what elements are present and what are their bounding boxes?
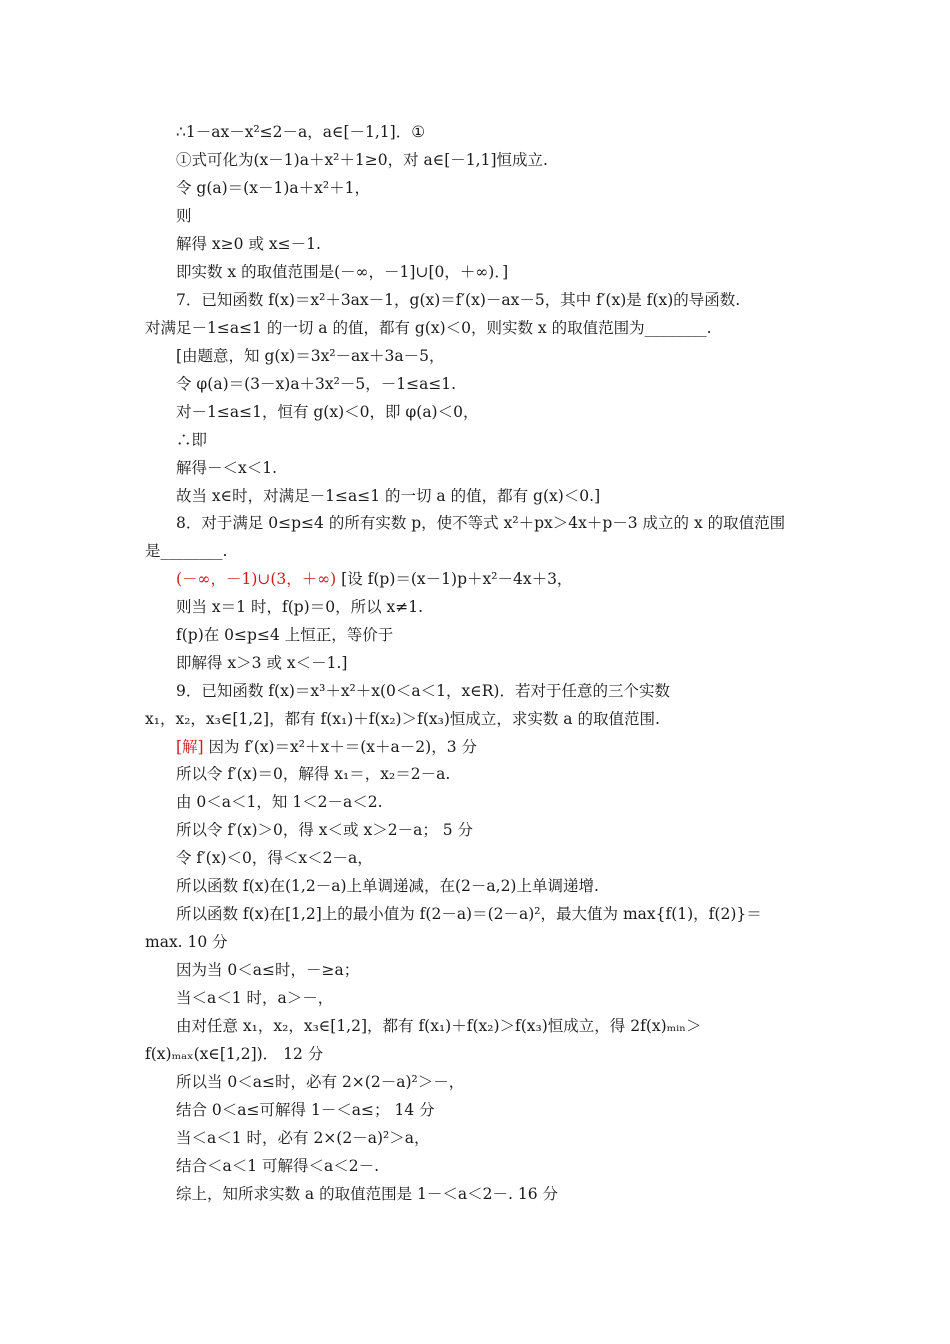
text-line: 解得－＜x＜1. [176,459,278,477]
answer-text: [设 f(p)＝(x－1)p＋x²－4x＋3， [336,570,573,588]
text-line: 即解得 x＞3 或 x＜－1.] [176,654,348,672]
question-7-stem: 7．已知函数 f(x)＝x²＋3ax－1，g(x)＝f′(x)－ax－5，其中 f′(x)是 f(x)的导函数. [176,291,741,309]
text-line: 由对任意 x₁，x₂，x₃∈[1,2]，都有 f(x₁)＋f(x₂)＞f(x₃)恒成立，得 2f(x)ₘᵢₙ＞ [176,1017,702,1035]
text-line: 由 0＜a＜1，知 1＜2－a＜2. [176,793,383,811]
text-line: 综上，知所求实数 a 的取值范围是 1－＜a＜2－. 16 分 [176,1185,558,1203]
text-line: 当＜a＜1 时，必有 2×(2－a)²＞a， [176,1129,430,1147]
text-line: 对－1≤a≤1，恒有 g(x)＜0，即 φ(a)＜0， [176,403,479,421]
text-line: max. 10 分 [145,933,228,951]
solution-line [176,736,477,758]
solution-text: 因为 f′(x)＝x²＋x＋＝(x＋a－2)，3 分 [203,738,477,756]
question-7-stem-cont: 对满足－1≤a≤1 的一切 a 的值，都有 g(x)＜0，则实数 x 的取值范围为________. [145,319,712,337]
text-line: ①式可化为(x－1)a＋x²＋1≥0，对 a∈[－1,1]恒成立. [176,151,548,169]
text-line: ∴即 [176,431,208,449]
question-9-stem-cont: x₁，x₂，x₃∈[1,2]，都有 f(x₁)＋f(x₂)＞f(x₃)恒成立，求实数 a 的取值范围. [145,710,660,728]
text-line: 解得 x≥0 或 x≤－1. [176,235,321,253]
text-line: ∴1－ax－x²≤2－a，a∈[－1,1]．① [176,123,426,141]
text-line: 令 g(a)＝(x－1)a＋x²＋1， [176,179,370,197]
text-line: f(x)ₘₐₓ(x∈[1,2])． 12 分 [145,1045,324,1063]
text-line: [由题意，知 g(x)＝3x²－ax＋3a－5， [176,347,445,365]
text-line: 当＜a＜1 时，a＞－， [176,989,334,1007]
text-line: 所以函数 f(x)在[1,2]上的最小值为 f(2－a)＝(2－a)²，最大值为 max{f(1)，f(2)}＝ [176,905,762,923]
text-line: 所以当 0＜a≤时，必有 2×(2－a)²＞－， [176,1073,465,1091]
text-line: f(p)在 0≤p≤4 上恒正，等价于 [176,626,394,644]
text-line: 结合 0＜a≤可解得 1－＜a≤； 14 分 [176,1101,435,1119]
solution-label: [解] [176,738,204,756]
answer-highlight: (－∞，－1)∪(3，＋∞) [176,570,337,588]
text-line: 则 [176,207,192,225]
text-line: 令 f′(x)＜0，得＜x＜2－a， [176,849,373,867]
text-line: 故当 x∈时，对满足－1≤a≤1 的一切 a 的值，都有 g(x)＜0.] [176,487,601,505]
text-line: 所以令 f′(x)＝0，解得 x₁＝，x₂＝2－a. [176,765,451,783]
text-line: 因为当 0＜a≤时，－≥a； [176,961,360,979]
text-line: 则当 x＝1 时，f(p)＝0，所以 x≠1. [176,598,424,616]
text-line: 即实数 x 的取值范围是(－∞，－1]∪[0，＋∞)．] [176,263,509,281]
answer-line [176,568,572,590]
question-8-stem-cont: 是________. [145,542,228,560]
text-line: 所以函数 f(x)在(1,2－a)上单调递减，在(2－a,2)上单调递增. [176,877,599,895]
question-8-stem: 8．对于满足 0≤p≤4 的所有实数 p，使不等式 x²＋px＞4x＋p－3 成立的 x 的取值范围 [176,514,786,532]
text-line: 令 φ(a)＝(3－x)a＋3x²－5，－1≤a≤1. [176,375,457,393]
question-9-stem: 9．已知函数 f(x)＝x³＋x²＋x(0＜a＜1，x∈R)．若对于任意的三个实数 [176,682,670,700]
text-line: 结合＜a＜1 可解得＜a＜2－. [176,1157,380,1175]
text-line: 所以令 f′(x)＞0，得 x＜或 x＞2－a； 5 分 [176,821,474,839]
